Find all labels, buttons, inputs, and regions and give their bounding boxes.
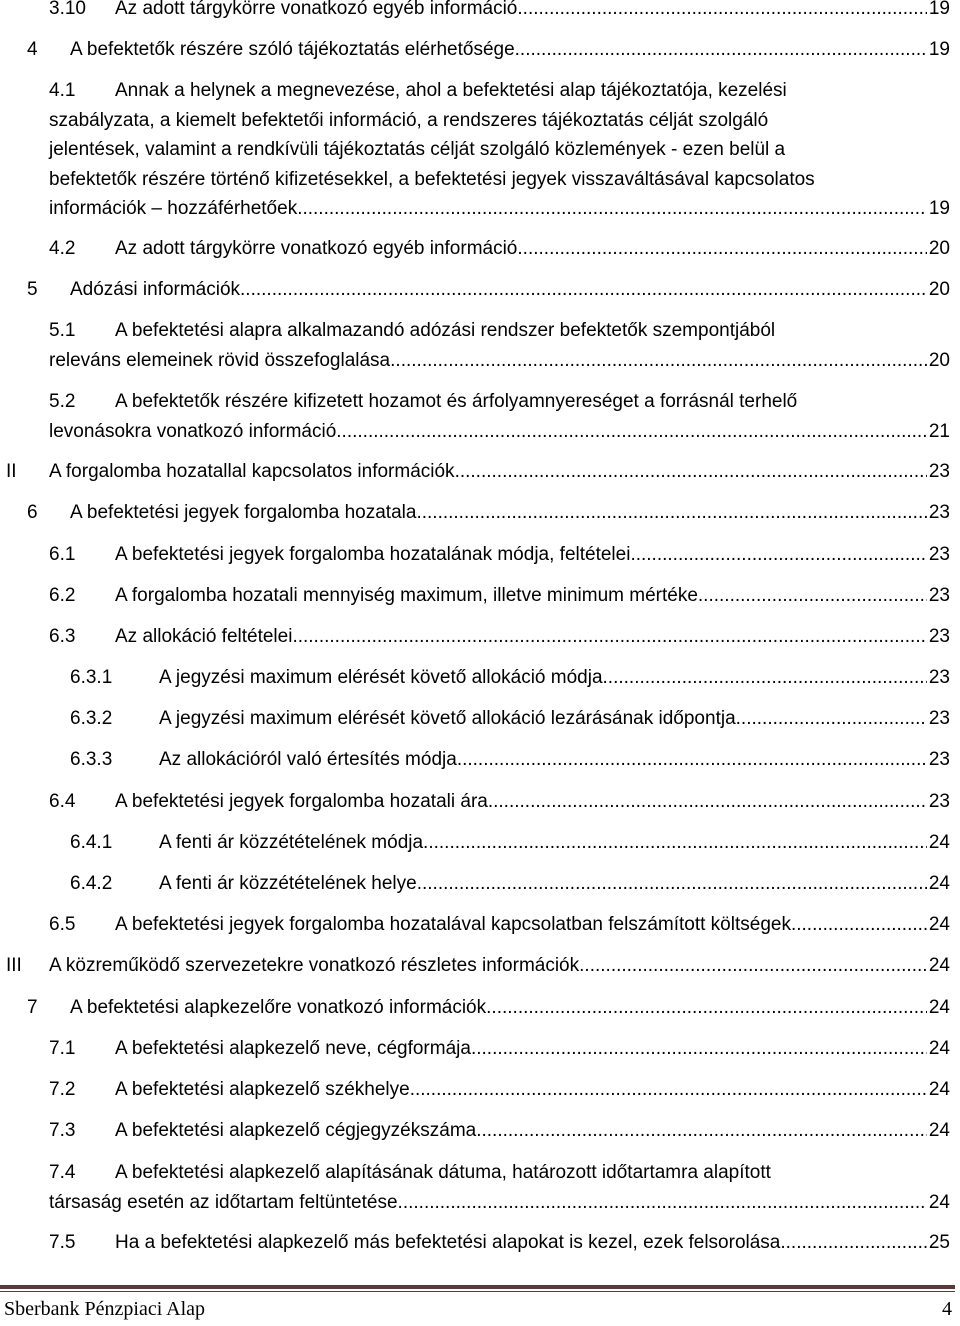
toc-entry-number: 6 <box>27 502 38 523</box>
toc-entry-number: 6.4 <box>49 791 76 812</box>
toc-entry-line <box>0 316 960 346</box>
toc-entry-number: 6.1 <box>49 544 76 565</box>
toc-entry-page: 23 <box>928 461 950 482</box>
toc-entry-leader-row <box>70 498 950 528</box>
toc-entry-line <box>0 1034 960 1064</box>
toc-entry-line <box>0 346 960 376</box>
toc-entry[interactable] <box>0 993 960 1023</box>
dot-leader <box>603 663 927 693</box>
dot-leader <box>457 745 927 775</box>
toc-entry-line <box>0 275 960 305</box>
toc-entry-number: 7.2 <box>49 1079 76 1100</box>
toc-entry-page: 24 <box>928 832 950 853</box>
toc-entry-title: A befektetési alapkezelő alapításának dátuma, határozott időtartamra alapított <box>115 1162 771 1183</box>
dot-leader <box>579 951 927 981</box>
toc-entry-title: A befektetési alapkezelő cégjegyzékszáma <box>115 1120 477 1141</box>
toc-entry-leader-row <box>115 1228 950 1258</box>
toc-entry-leader-row <box>115 234 950 264</box>
toc-entry-title: A fenti ár közzétételének helye <box>159 873 417 894</box>
toc-entry-line <box>0 106 960 136</box>
dot-leader <box>471 1034 927 1064</box>
toc-entry-leader-row <box>70 275 950 305</box>
toc-entry[interactable] <box>0 275 960 305</box>
toc-entry[interactable] <box>0 1158 960 1217</box>
toc-entry[interactable] <box>0 745 960 775</box>
dot-leader <box>423 828 927 858</box>
toc-entry-title: Az adott tárgykörre vonatkozó egyéb információ <box>115 0 518 19</box>
toc-entry-page: 23 <box>928 708 950 729</box>
toc-entry-page: 24 <box>928 1120 950 1141</box>
toc-entry-number: 7.4 <box>49 1162 76 1183</box>
toc-entry-page: 20 <box>928 279 950 300</box>
toc-entry-leader-row <box>115 622 950 652</box>
toc-entry-number: 6.3.3 <box>70 749 113 770</box>
toc-entry-title: A befektetési alapkezelő neve, cégformája <box>115 1038 471 1059</box>
footer-page-number: 4 <box>942 1298 952 1320</box>
toc-entry-page: 21 <box>928 420 950 442</box>
toc-entry-leader-row <box>70 35 950 65</box>
toc-entry[interactable] <box>0 910 960 940</box>
toc-entry-page: 23 <box>928 626 950 647</box>
toc-entry-number: 7.3 <box>49 1120 76 1141</box>
toc-entry-leader-row <box>159 663 950 693</box>
toc-entry-line <box>0 622 960 652</box>
toc-entry-page: 23 <box>928 585 950 606</box>
toc-entry-page: 23 <box>928 749 950 770</box>
toc-entry-line <box>0 1075 960 1105</box>
toc-entry[interactable] <box>0 0 960 24</box>
toc-entry-title: A befektetési alapra alkalmazandó adózási rendszer befektetők szempontjából <box>115 320 776 341</box>
toc-entry-line <box>0 828 960 858</box>
toc-entry-line <box>0 234 960 264</box>
toc-entry-page: 19 <box>928 0 950 19</box>
toc-entry-title: A közreműködő szervezetekre vonatkozó részletes információk <box>49 955 580 976</box>
dot-leader <box>517 234 926 264</box>
toc-entry-leader-row <box>49 194 950 224</box>
toc-entry-number: 6.5 <box>49 914 76 935</box>
toc-entry[interactable] <box>0 540 960 570</box>
toc-entry-line <box>0 1158 960 1188</box>
toc-entry-number: 7.5 <box>49 1232 76 1253</box>
footer-rule-thin <box>0 1291 955 1292</box>
toc-entry-title: információk – hozzáférhetőek <box>49 198 298 219</box>
toc-entry-leader-row <box>115 1116 950 1146</box>
dot-leader <box>455 457 927 487</box>
toc-entry-line <box>0 910 960 940</box>
toc-entry-title: Annak a helynek a megnevezése, ahol a befektetési alap tájékoztatója, kezelési <box>115 80 787 101</box>
toc-entry-number: 6.3.1 <box>70 667 113 688</box>
toc-entry-page: 20 <box>928 238 950 259</box>
toc-entry-page: 24 <box>928 997 950 1018</box>
toc-entry-line <box>0 35 960 65</box>
toc-entry-leader-row <box>49 1188 950 1218</box>
dot-leader <box>486 993 927 1023</box>
toc-entry-page: 24 <box>928 1038 950 1059</box>
toc-entry-line <box>0 194 960 224</box>
toc-entry-page: 23 <box>928 502 950 523</box>
toc-entry-leader-row <box>49 457 950 487</box>
toc-entry-line <box>0 165 960 195</box>
toc-entry[interactable] <box>0 387 960 446</box>
toc-entry-leader-row <box>115 1075 950 1105</box>
toc-entry-number: 6.4.1 <box>70 832 113 853</box>
dot-leader <box>488 787 927 817</box>
toc-entry-line <box>0 417 960 447</box>
dot-leader <box>416 498 926 528</box>
toc-entry-title: Az allokációról való értesítés módja <box>159 749 457 770</box>
toc-entry[interactable] <box>0 581 960 611</box>
toc-entry-leader-row <box>49 346 950 376</box>
toc-entry[interactable] <box>0 663 960 693</box>
dot-leader <box>736 704 927 734</box>
toc-entry-number: II <box>6 461 17 482</box>
dot-leader <box>698 581 927 611</box>
dot-leader <box>240 275 927 305</box>
toc-entry-number: 6.3.2 <box>70 708 113 729</box>
dot-leader <box>476 1116 927 1146</box>
toc-entry[interactable] <box>0 1116 960 1146</box>
toc-entry-page: 19 <box>928 198 950 219</box>
toc-entry-title: releváns elemeinek rövid összefoglalása <box>49 349 391 371</box>
toc-entry-leader-row <box>159 869 950 899</box>
toc-entry[interactable] <box>0 1075 960 1105</box>
toc-entry-title: A befektetési jegyek forgalomba hozatalával kapcsolatban felszámított költségek <box>115 914 791 935</box>
toc-entry-title: Az adott tárgykörre vonatkozó egyéb információ <box>115 238 518 259</box>
toc-entry-title: A befektetési alapkezelőre vonatkozó információk <box>70 997 487 1018</box>
toc-entry-number: 6.2 <box>49 585 76 606</box>
dot-leader <box>791 910 927 940</box>
toc-entry-number: 7.1 <box>49 1038 76 1059</box>
toc-entry-title: befektetők részére történő kifizetésekkel, a befektetési jegyek visszaváltásával kapcsolatos <box>49 168 815 190</box>
toc-entry-page: 23 <box>928 791 950 812</box>
toc-entry-leader-row <box>159 828 950 858</box>
toc-entry-title: A jegyzési maximum elérését követő allokáció lezárásának időpontja <box>159 708 736 729</box>
toc-entry-number: 3.10 <box>49 0 86 19</box>
footer-rule-thick <box>0 1285 955 1289</box>
toc-entry-page: 23 <box>928 544 950 565</box>
toc-entry-title: A forgalomba hozatallal kapcsolatos információk <box>49 461 455 482</box>
dot-leader <box>297 194 927 224</box>
toc-entry-leader-row <box>115 1034 950 1064</box>
toc-entry-page: 24 <box>928 955 950 976</box>
toc-entry-title: A forgalomba hozatali mennyiség maximum, illetve minimum mértéke <box>115 585 698 606</box>
toc-entry-number: 5.2 <box>49 391 76 412</box>
toc-entry-line <box>0 581 960 611</box>
toc-entry-line <box>0 387 960 417</box>
toc-entry-number: III <box>6 955 22 976</box>
toc-entry-title: levonásokra vonatkozó információ <box>49 420 337 442</box>
toc-entry-number: 5.1 <box>49 320 76 341</box>
dot-leader <box>417 869 927 899</box>
toc-entry-number: 6.3 <box>49 626 76 647</box>
toc-entry[interactable] <box>0 704 960 734</box>
toc-entry-title: A befektetési jegyek forgalomba hozatalának módja, feltételei <box>115 544 631 565</box>
toc-entry[interactable] <box>0 316 960 375</box>
dot-leader <box>630 540 926 570</box>
dot-leader <box>336 417 927 447</box>
toc-entry-line <box>0 457 960 487</box>
toc-entry-title: Az allokáció feltételei <box>115 626 293 647</box>
toc-entry[interactable] <box>0 622 960 652</box>
dot-leader <box>780 1228 926 1258</box>
toc-entry-page: 23 <box>928 667 950 688</box>
toc-entry-leader-row <box>115 910 950 940</box>
toc-entry-leader-row <box>115 581 950 611</box>
toc-entry-leader-row <box>49 417 950 447</box>
toc-entry-line <box>0 0 960 24</box>
toc-entry-line <box>0 745 960 775</box>
toc-entry-line <box>0 951 960 981</box>
toc-entry-leader-row <box>159 704 950 734</box>
toc-entry-number: 4.1 <box>49 80 76 101</box>
toc-entry-leader-row <box>115 540 950 570</box>
toc-entry-line <box>0 1188 960 1218</box>
page-footer <box>4 1298 952 1324</box>
toc-entry-line <box>0 869 960 899</box>
toc-entry-title: szabályzata, a kiemelt befektetői információ, a rendszeres tájékoztatás célját szolgáló <box>49 109 769 131</box>
toc-entry-line <box>0 1228 960 1258</box>
toc-entry-line <box>0 787 960 817</box>
toc-entry[interactable] <box>0 869 960 899</box>
toc-entry-line <box>0 704 960 734</box>
toc-entry-title: jelentések, valamint a rendkívüli tájékoztatás célját szolgáló közlemények - ezen belül a <box>49 139 786 160</box>
footer-title: Sberbank Pénzpiaci Alap <box>4 1298 206 1320</box>
toc-entry[interactable] <box>0 234 960 264</box>
toc-entry-leader-row <box>115 787 950 817</box>
toc-entry-leader-row <box>49 951 950 981</box>
toc-entry-page: 24 <box>928 1079 950 1100</box>
toc-entry-number: 4.2 <box>49 238 76 259</box>
toc-entry-page: 24 <box>928 1191 950 1213</box>
toc-entry-number: 7 <box>27 997 38 1018</box>
toc-entry-page: 24 <box>928 873 950 894</box>
toc-entry-line <box>0 540 960 570</box>
toc-entry-line <box>0 1116 960 1146</box>
toc-entry-page: 20 <box>928 349 950 371</box>
toc-entry[interactable] <box>0 76 960 224</box>
toc-entry-title: A befektetők részére kifizetett hozamot és árfolyamnyereséget a forrásnál terhelő <box>115 391 798 412</box>
toc-entry-title: Ha a befektetési alapkezelő más befektetési alapokat is kezel, ezek felsorolása <box>115 1232 781 1253</box>
dot-leader <box>515 35 927 65</box>
toc-entry-title: A befektetési alapkezelő székhelye <box>115 1079 410 1100</box>
toc-entry[interactable] <box>0 35 960 65</box>
toc-entry-leader-row <box>159 745 950 775</box>
toc-entry-line <box>0 76 960 106</box>
dot-leader <box>517 0 926 24</box>
toc-entry-title: Adózási információk <box>70 279 241 300</box>
dot-leader <box>390 346 927 376</box>
toc-entry-title: A jegyzési maximum elérését követő allokáció módja <box>159 667 603 688</box>
toc-entry-number: 6.4.2 <box>70 873 113 894</box>
toc-entry-leader-row <box>115 0 950 24</box>
toc-entry-number: 4 <box>27 39 38 60</box>
toc-entry-title: A befektetési jegyek forgalomba hozatali ára <box>115 791 488 812</box>
toc-entry-title: A befektetők részére szóló tájékoztatás elérhetősége <box>70 39 515 60</box>
toc-entry-line <box>0 498 960 528</box>
dot-leader <box>292 622 926 652</box>
toc-entry[interactable] <box>0 1034 960 1064</box>
dot-leader <box>410 1075 927 1105</box>
toc-entry-line <box>0 663 960 693</box>
toc-entry-page: 24 <box>928 914 950 935</box>
toc-entry-title: társaság esetén az időtartam feltüntetése <box>49 1191 398 1213</box>
toc-entry-page: 25 <box>928 1232 950 1253</box>
toc-entry-title: A fenti ár közzétételének módja <box>159 832 424 853</box>
toc-entry-title: A befektetési jegyek forgalomba hozatala <box>70 502 417 523</box>
toc-entry-line <box>0 993 960 1023</box>
toc-entry[interactable] <box>0 1228 960 1258</box>
toc-entry[interactable] <box>0 828 960 858</box>
toc-entry[interactable] <box>0 951 960 981</box>
toc-entry[interactable] <box>0 498 960 528</box>
toc-entry-line <box>0 135 960 165</box>
dot-leader <box>398 1188 927 1218</box>
toc-entry-page: 19 <box>928 39 950 60</box>
toc-entry[interactable] <box>0 787 960 817</box>
toc-entry-leader-row <box>70 993 950 1023</box>
toc-entry-number: 5 <box>27 279 38 300</box>
toc-entry[interactable] <box>0 457 960 487</box>
